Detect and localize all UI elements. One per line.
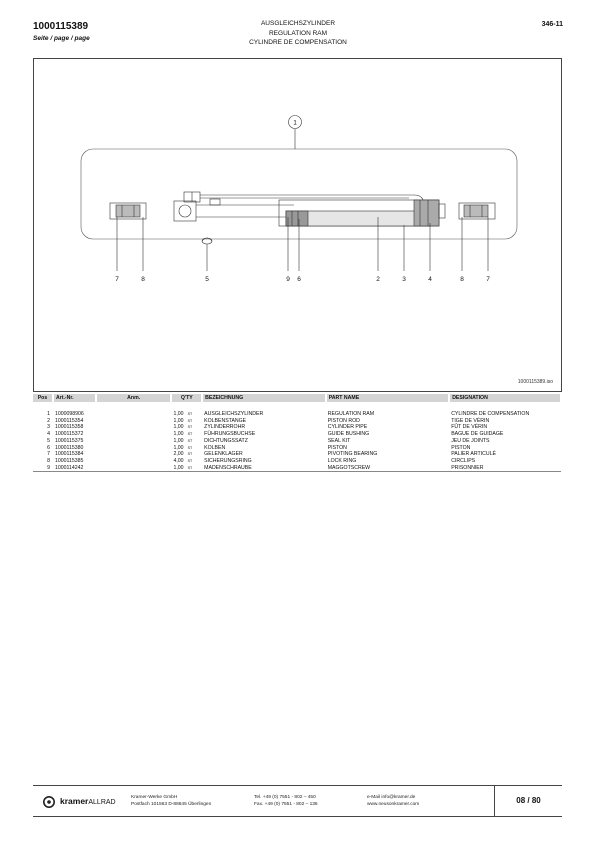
- kramer-logo-icon: [43, 796, 55, 808]
- callout-7-right: 7: [486, 276, 490, 283]
- parts-table: [33, 394, 562, 472]
- callout-2: 2: [376, 276, 380, 283]
- table-row: 3 1000115358 1,00 ST ZYLINDERROHR CYLINDER PIPE FÛT DE VÉRIN: [47, 424, 488, 431]
- header-designation: DESIGNATION: [449, 394, 561, 402]
- table-row: 9 1000114242 1,00 ST MADENSCHRAUBE MAGGOTSCREW PRISONNIER: [33, 465, 561, 472]
- table-row: 5 1000115375 1,00 ST DICHTUNGSSATZ SEAL KIT JEU DE JOINTS: [47, 437, 490, 444]
- table-row: 8 1000115385 4,00 ST SICHERUNGSRING LOCK RING CIRCLIPS: [47, 457, 476, 464]
- cylinder-illustration: [34, 59, 563, 393]
- brand-name: kramer: [60, 796, 89, 806]
- callout-9: 9: [286, 276, 290, 283]
- table-row: 6 1000115380 1,00 ST KOLBEN PISTON PISTON: [47, 444, 471, 451]
- callout-6: 6: [297, 276, 301, 283]
- page-number: 08 / 80: [494, 786, 562, 816]
- page-label: Seite / page / page: [33, 35, 90, 42]
- header-pos: Pos: [33, 394, 53, 402]
- table-row: 2 1000115354 1,00 ST KOLBENSTANGE PISTON ROD TIGE DE VÉRIN: [47, 417, 490, 424]
- exploded-drawing: [33, 58, 562, 392]
- section-number: 346-11: [541, 21, 563, 28]
- header-art-nr: Art.-Nr.: [53, 394, 96, 402]
- callout-8-right: 8: [460, 276, 464, 283]
- document-number: 1000115389: [33, 21, 89, 32]
- callout-4: 4: [428, 276, 432, 283]
- title-german: AUSGLEICHSZYLINDER: [260, 20, 336, 27]
- callout-8-left: 8: [141, 276, 145, 283]
- kramer-logo: [43, 795, 123, 809]
- company-address: Kramer-Werke GmbH Postfach 101563 D-88645 Überlingen: [131, 795, 212, 807]
- page-footer: [33, 785, 562, 817]
- header-qty: Q'TY: [171, 394, 202, 402]
- table-header-row: [33, 394, 561, 402]
- table-row: 7 1000115384 2,00 ST GELENKLAGER PIVOTING BEARING PALIER ARTICULÉ: [47, 451, 496, 458]
- callout-5: 5: [205, 276, 209, 283]
- callout-3: 3: [402, 276, 406, 283]
- header-part-name: PART NAME: [326, 394, 449, 402]
- contact-web: e-Mail info@kramer.de www.neusonkramer.com: [367, 795, 420, 807]
- title-english: REGULATION RAM: [268, 29, 328, 37]
- table-row: 4 1000115372 1,00 ST FÜHRUNGSBUCHSE GUIDE BUSHING BAGUE DE GUIDAGE: [47, 431, 504, 438]
- document-title: [0, 19, 596, 48]
- callout-7-left: 7: [115, 276, 119, 283]
- header-anm: Anm.: [96, 394, 172, 402]
- table-row: 1 1000098906 1,00 ST AUSGLEICHSZYLINDER REGULATION RAM CYLINDRE DE COMPENSATION: [47, 411, 530, 417]
- title-french: CYLINDRE DE COMPENSATION: [249, 39, 347, 46]
- callout-1: 1: [293, 119, 297, 127]
- header-bezeichnung: BEZEICHNUNG: [202, 394, 326, 402]
- contact-phone: Tel. +49 (0) 7551 - 802 – 450 Fax. +49 (0) 7551 - 802 – 136: [254, 795, 318, 807]
- drawing-reference: 1000115389.iso: [517, 379, 553, 385]
- brand-suffix: ALLRAD: [88, 799, 116, 806]
